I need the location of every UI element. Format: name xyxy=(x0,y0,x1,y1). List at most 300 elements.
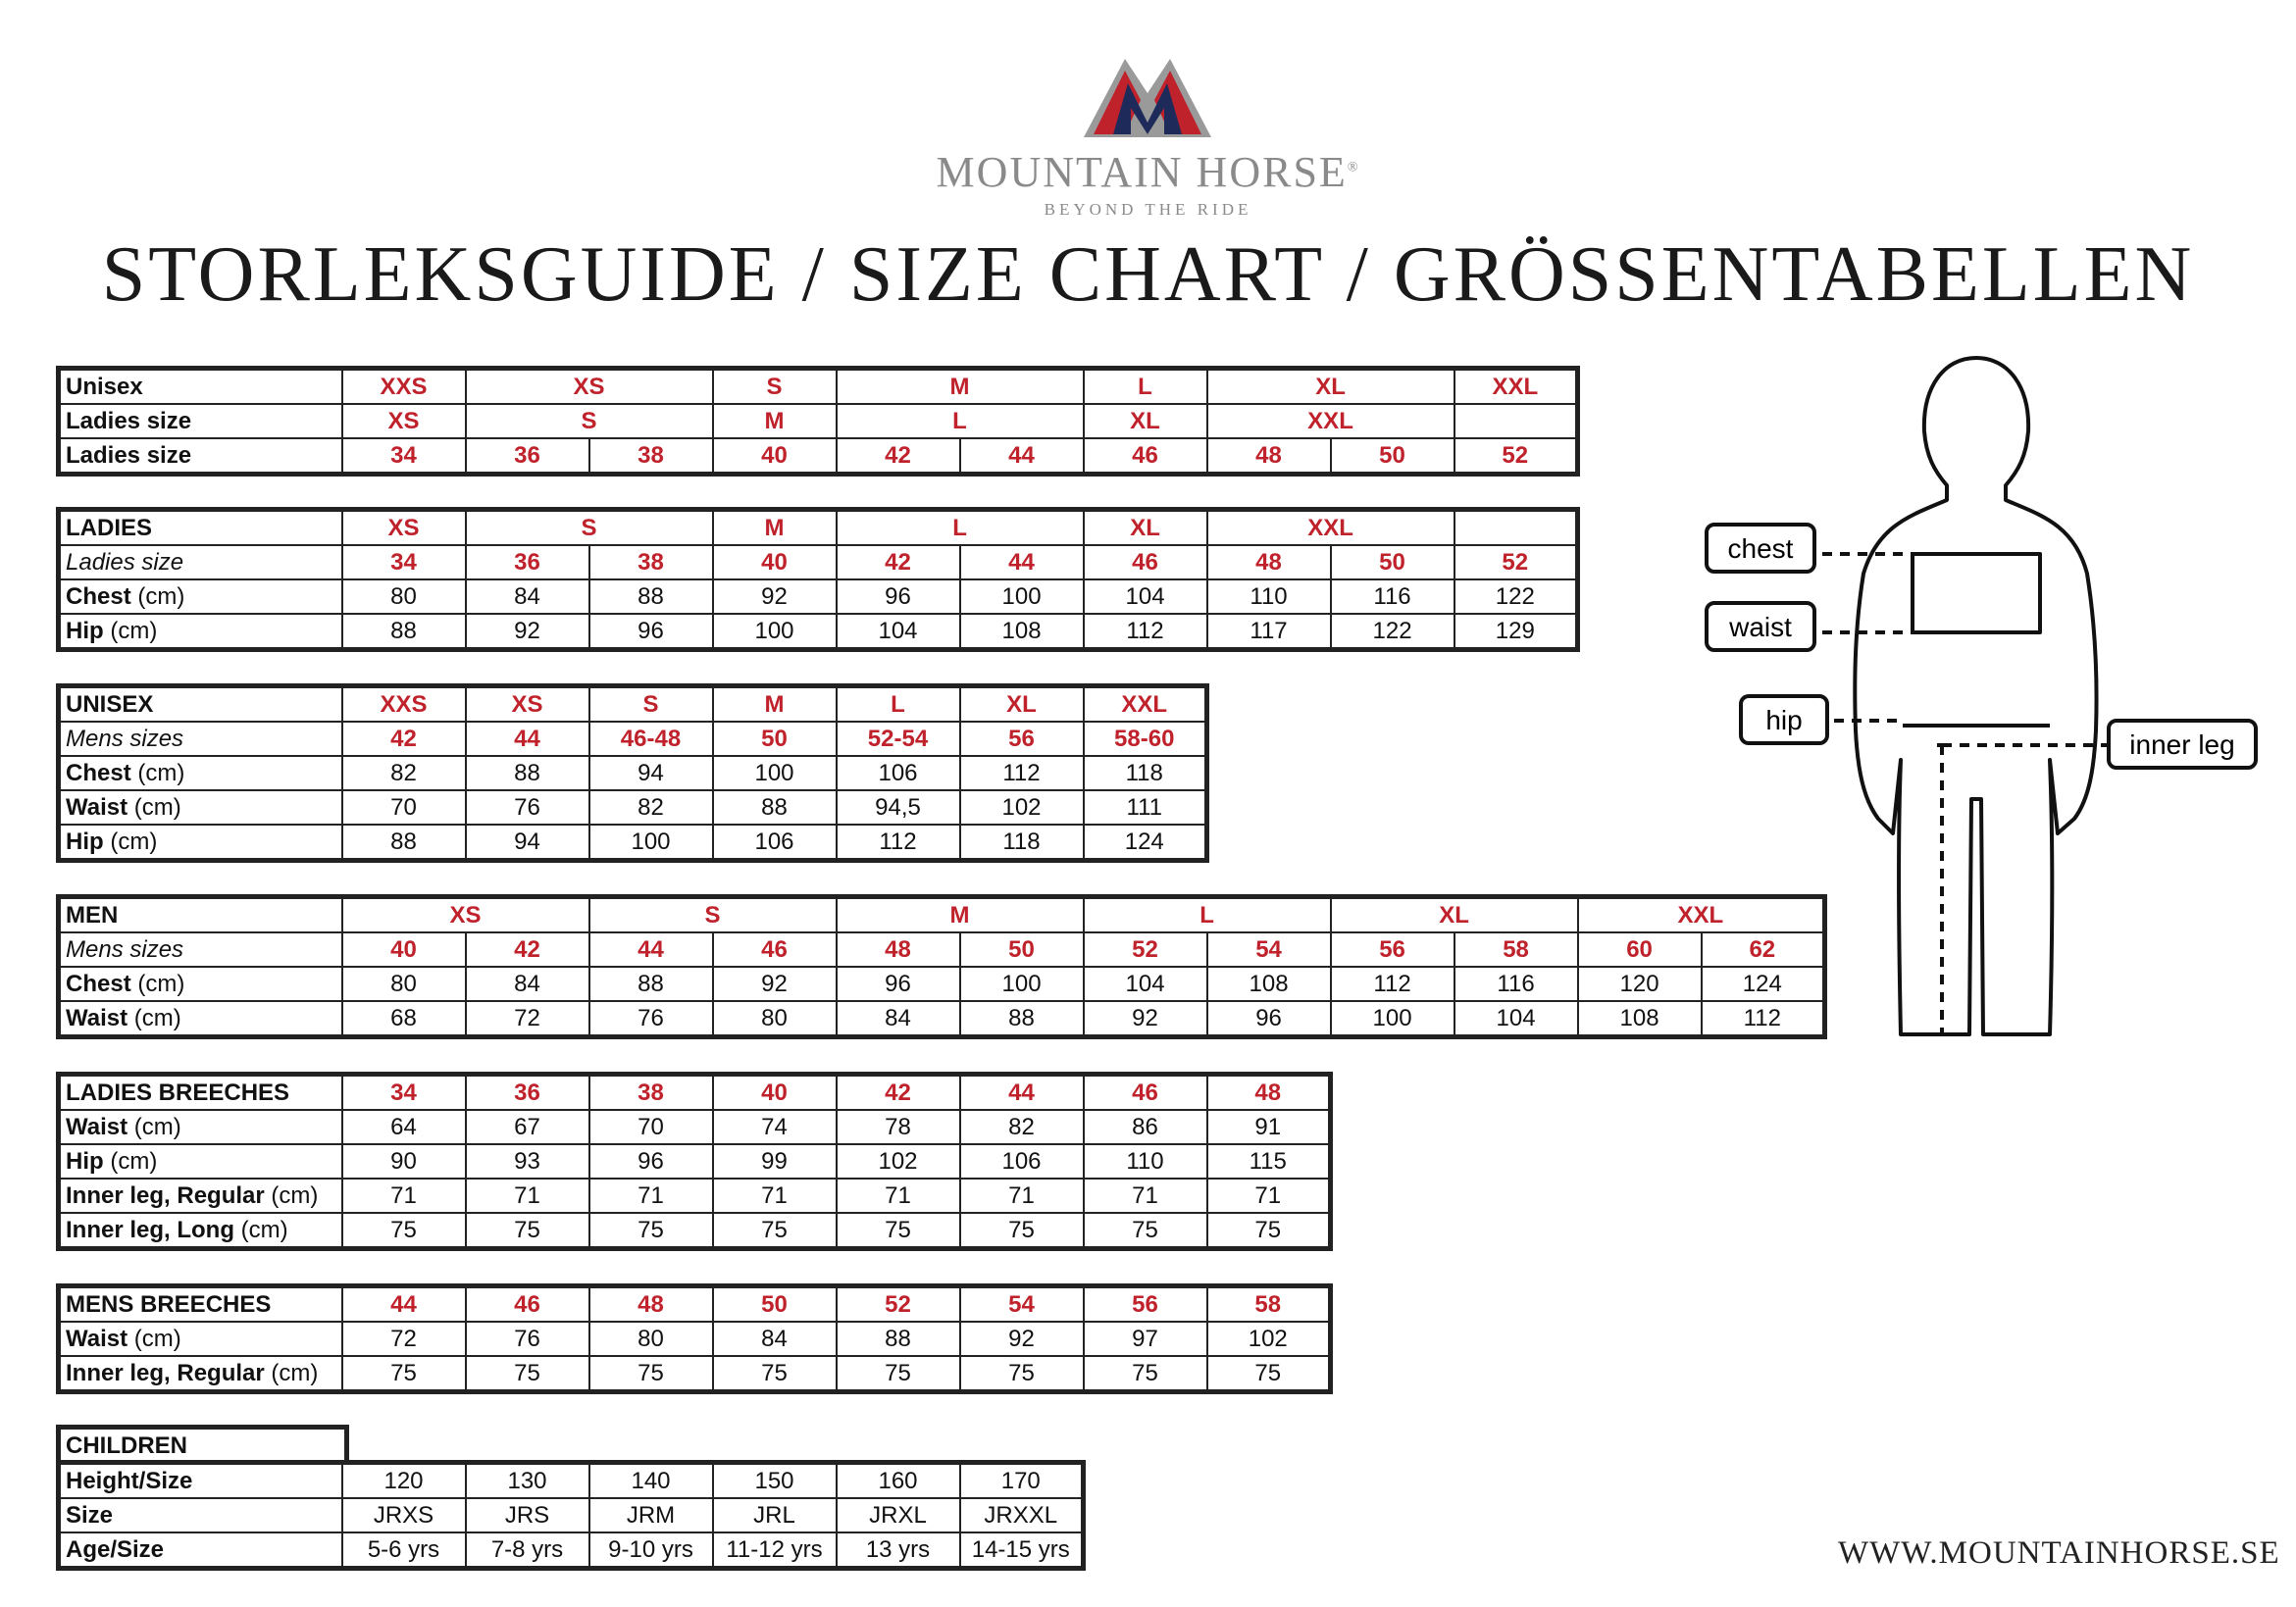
size-cell: 42 xyxy=(837,1075,960,1111)
value-cell: 130 xyxy=(466,1463,589,1499)
table-row xyxy=(59,967,1825,1001)
table-row xyxy=(59,1463,1084,1499)
value-cell: 13 yrs xyxy=(837,1532,960,1569)
value-cell: 84 xyxy=(466,967,589,1001)
row-label: Inner leg, Long (cm) xyxy=(59,1213,342,1249)
size-cell: L xyxy=(837,686,960,723)
value-cell: 93 xyxy=(466,1144,589,1179)
size-cell: L xyxy=(837,404,1084,438)
value-cell: 92 xyxy=(466,614,589,650)
size-cell: M xyxy=(837,897,1084,933)
value-cell: 76 xyxy=(466,790,589,825)
size-cell: XS xyxy=(342,510,466,546)
inner-leg-label xyxy=(2109,721,2256,768)
value-cell: 94 xyxy=(589,756,713,790)
size-cell: 44 xyxy=(960,438,1084,475)
value-cell: 96 xyxy=(837,579,960,614)
value-cell: 96 xyxy=(589,1144,713,1179)
size-cell: 56 xyxy=(1084,1286,1207,1323)
row-label: Chest (cm) xyxy=(59,579,342,614)
size-cell: M xyxy=(713,510,837,546)
size-cell: 52 xyxy=(1454,545,1578,579)
row-label: Waist (cm) xyxy=(59,790,342,825)
value-cell: 112 xyxy=(960,756,1084,790)
size-cell: S xyxy=(713,369,837,405)
value-cell: 70 xyxy=(342,790,466,825)
children-header-table xyxy=(56,1425,349,1462)
row-label: Mens sizes xyxy=(59,722,342,756)
value-cell: 120 xyxy=(342,1463,466,1499)
size-cell: 52-54 xyxy=(837,722,960,756)
value-cell: 116 xyxy=(1331,579,1454,614)
size-cell xyxy=(1454,510,1578,546)
men-table xyxy=(56,894,1827,1039)
value-cell: 110 xyxy=(1207,579,1331,614)
table-row xyxy=(59,686,1207,723)
measurement-lines xyxy=(1805,554,2109,1034)
value-cell: 71 xyxy=(466,1179,589,1213)
size-cell: XXL xyxy=(1578,897,1825,933)
size-cell: 46 xyxy=(1084,1075,1207,1111)
size-cell: XS xyxy=(466,369,713,405)
size-cell: 56 xyxy=(960,722,1084,756)
row-label: Hip (cm) xyxy=(59,1144,342,1179)
table-row xyxy=(59,1322,1331,1356)
size-cell: 40 xyxy=(342,932,466,967)
size-cell: 46-48 xyxy=(589,722,713,756)
value-cell: 86 xyxy=(1084,1110,1207,1144)
row-label: Hip (cm) xyxy=(59,614,342,650)
size-cell: M xyxy=(713,404,837,438)
children-table xyxy=(56,1460,1086,1571)
table-row xyxy=(59,932,1825,967)
table-header: CHILDREN xyxy=(66,1432,187,1459)
value-cell: 75 xyxy=(960,1356,1084,1392)
table-row xyxy=(59,1110,1331,1144)
value-cell: 118 xyxy=(960,825,1084,861)
size-cell: 58-60 xyxy=(1084,722,1207,756)
size-cell: 38 xyxy=(589,545,713,579)
value-cell: 106 xyxy=(960,1144,1084,1179)
table-row xyxy=(59,1428,347,1463)
svg-text:inner leg: inner leg xyxy=(2129,729,2235,760)
value-cell: 117 xyxy=(1207,614,1331,650)
size-cell: 54 xyxy=(960,1286,1084,1323)
size-cell: 52 xyxy=(837,1286,960,1323)
size-cell: 34 xyxy=(342,545,466,579)
size-cell: 46 xyxy=(1084,545,1207,579)
table-header: MENS BREECHES xyxy=(59,1286,342,1323)
row-label: Waist (cm) xyxy=(59,1110,342,1144)
value-cell: 150 xyxy=(713,1463,837,1499)
size-cell: XS xyxy=(342,404,466,438)
value-cell: 108 xyxy=(960,614,1084,650)
row-label: Chest (cm) xyxy=(59,967,342,1001)
size-cell: 36 xyxy=(466,545,589,579)
row-label: Mens sizes xyxy=(59,932,342,967)
value-cell: 112 xyxy=(1331,967,1454,1001)
size-cell: 50 xyxy=(1331,545,1454,579)
value-cell: 120 xyxy=(1578,967,1702,1001)
row-label: Hip (cm) xyxy=(59,825,342,861)
size-cell: S xyxy=(589,686,713,723)
row-label: Ladies size xyxy=(59,438,342,475)
value-cell: 80 xyxy=(713,1001,837,1037)
value-cell: 97 xyxy=(1084,1322,1207,1356)
size-cell: XXL xyxy=(1084,686,1207,723)
value-cell: 94 xyxy=(466,825,589,861)
size-cell: XS xyxy=(466,686,589,723)
size-cell: 48 xyxy=(1207,1075,1331,1111)
size-cell: S xyxy=(589,897,837,933)
size-cell: XXS xyxy=(342,369,466,405)
value-cell: 99 xyxy=(713,1144,837,1179)
value-cell: 122 xyxy=(1454,579,1578,614)
row-label: Inner leg, Regular (cm) xyxy=(59,1179,342,1213)
value-cell: 108 xyxy=(1578,1001,1702,1037)
value-cell: 76 xyxy=(466,1322,589,1356)
table-row xyxy=(59,1213,1331,1249)
value-cell: 110 xyxy=(1084,1144,1207,1179)
value-cell: 104 xyxy=(837,614,960,650)
body-silhouette xyxy=(1855,358,2096,1034)
row-label: Size xyxy=(59,1498,342,1532)
row-label: Waist (cm) xyxy=(59,1322,342,1356)
size-cell: L xyxy=(837,510,1084,546)
size-cell: 38 xyxy=(589,438,713,475)
value-cell: 78 xyxy=(837,1110,960,1144)
value-cell: 75 xyxy=(1084,1213,1207,1249)
size-cell: L xyxy=(1084,897,1331,933)
size-cell: 42 xyxy=(342,722,466,756)
value-cell: 100 xyxy=(713,614,837,650)
size-cell: 36 xyxy=(466,438,589,475)
value-cell: 75 xyxy=(837,1356,960,1392)
value-cell: 96 xyxy=(589,614,713,650)
table-header: UNISEX xyxy=(59,686,342,723)
value-cell: 7-8 yrs xyxy=(466,1532,589,1569)
mens-breeches-table xyxy=(56,1283,1333,1394)
value-cell: 88 xyxy=(589,967,713,1001)
value-cell: 88 xyxy=(960,1001,1084,1037)
value-cell: 100 xyxy=(960,967,1084,1001)
value-cell: 129 xyxy=(1454,614,1578,650)
size-cell: XXL xyxy=(1207,404,1454,438)
size-cell: 50 xyxy=(1331,438,1454,475)
value-cell: 115 xyxy=(1207,1144,1331,1179)
table-row xyxy=(59,1179,1331,1213)
value-cell: 170 xyxy=(960,1463,1084,1499)
value-cell: 72 xyxy=(466,1001,589,1037)
size-cell: XXL xyxy=(1207,510,1454,546)
row-label: Height/Size xyxy=(59,1463,342,1499)
value-cell: JRL xyxy=(713,1498,837,1532)
value-cell: 5-6 yrs xyxy=(342,1532,466,1569)
value-cell: 75 xyxy=(466,1213,589,1249)
value-cell: 88 xyxy=(713,790,837,825)
value-cell: JRXS xyxy=(342,1498,466,1532)
value-cell: 100 xyxy=(713,756,837,790)
table-header: LADIES BREECHES xyxy=(59,1075,342,1111)
size-cell: 56 xyxy=(1331,932,1454,967)
svg-text:hip: hip xyxy=(1765,705,1803,735)
table-row xyxy=(59,897,1825,933)
value-cell: 80 xyxy=(342,579,466,614)
size-cell: 34 xyxy=(342,1075,466,1111)
value-cell: 72 xyxy=(342,1322,466,1356)
table-row xyxy=(59,790,1207,825)
value-cell: 106 xyxy=(837,756,960,790)
size-cell: 42 xyxy=(466,932,589,967)
value-cell: 94,5 xyxy=(837,790,960,825)
body-measurement-diagram xyxy=(1697,348,2275,1054)
size-cell: 34 xyxy=(342,438,466,475)
size-cell xyxy=(1454,404,1578,438)
value-cell: 122 xyxy=(1331,614,1454,650)
row-label: Unisex xyxy=(59,369,342,405)
value-cell: 96 xyxy=(837,967,960,1001)
size-cell: 60 xyxy=(1578,932,1702,967)
size-cell: XL xyxy=(1084,510,1207,546)
size-cell: 48 xyxy=(589,1286,713,1323)
table-row xyxy=(59,1001,1825,1037)
row-label: Ladies size xyxy=(59,545,342,579)
size-cell: XXL xyxy=(1454,369,1578,405)
row-label: Chest (cm) xyxy=(59,756,342,790)
size-cell: 58 xyxy=(1207,1286,1331,1323)
table-header: MEN xyxy=(59,897,342,933)
value-cell: JRS xyxy=(466,1498,589,1532)
size-cell: XS xyxy=(342,897,589,933)
value-cell: 82 xyxy=(342,756,466,790)
value-cell: 91 xyxy=(1207,1110,1331,1144)
size-cell: 44 xyxy=(960,545,1084,579)
value-cell: 104 xyxy=(1084,967,1207,1001)
table-row xyxy=(59,545,1578,579)
value-cell: 88 xyxy=(589,579,713,614)
unisex-table xyxy=(56,683,1209,863)
value-cell: JRXL xyxy=(837,1498,960,1532)
waist-label xyxy=(1707,603,1814,650)
value-cell: 14-15 yrs xyxy=(960,1532,1084,1569)
svg-text:chest: chest xyxy=(1727,533,1794,564)
ladies-table xyxy=(56,507,1580,652)
value-cell: 75 xyxy=(1207,1213,1331,1249)
size-cell: 44 xyxy=(466,722,589,756)
table-row xyxy=(59,579,1578,614)
value-cell: 75 xyxy=(713,1213,837,1249)
size-cell: 48 xyxy=(1207,438,1331,475)
value-cell: 70 xyxy=(589,1110,713,1144)
value-cell: 71 xyxy=(1207,1179,1331,1213)
size-cell: 46 xyxy=(1084,438,1207,475)
value-cell: 67 xyxy=(466,1110,589,1144)
value-cell: 100 xyxy=(1331,1001,1454,1037)
row-label: Ladies size xyxy=(59,404,342,438)
value-cell: 88 xyxy=(837,1322,960,1356)
value-cell: 102 xyxy=(960,790,1084,825)
table-row xyxy=(59,510,1578,546)
row-label: Inner leg, Regular (cm) xyxy=(59,1356,342,1392)
value-cell: 75 xyxy=(342,1356,466,1392)
size-cell: 48 xyxy=(837,932,960,967)
value-cell: 75 xyxy=(1084,1356,1207,1392)
row-label: Waist (cm) xyxy=(59,1001,342,1037)
size-cell: 42 xyxy=(837,438,960,475)
value-cell: JRM xyxy=(589,1498,713,1532)
size-cell: XL xyxy=(1331,897,1578,933)
table-row xyxy=(59,1144,1331,1179)
value-cell: 75 xyxy=(589,1356,713,1392)
value-cell: 80 xyxy=(589,1322,713,1356)
value-cell: 75 xyxy=(466,1356,589,1392)
value-cell: 100 xyxy=(589,825,713,861)
table-row xyxy=(59,369,1578,405)
value-cell: 74 xyxy=(713,1110,837,1144)
size-cell: 58 xyxy=(1454,932,1578,967)
page-title: STORLEKSGUIDE / SIZE CHART / GRÖSSENTABELLEN xyxy=(101,231,2195,318)
value-cell: 64 xyxy=(342,1110,466,1144)
size-cell: L xyxy=(1084,369,1207,405)
value-cell: 111 xyxy=(1084,790,1207,825)
size-cell: 62 xyxy=(1702,932,1825,967)
value-cell: 104 xyxy=(1454,1001,1578,1037)
value-cell: 96 xyxy=(1207,1001,1331,1037)
brand-tagline: BEYOND THE RIDE xyxy=(1044,200,1252,219)
size-cell: 52 xyxy=(1084,932,1207,967)
value-cell: 106 xyxy=(713,825,837,861)
value-cell: 112 xyxy=(1084,614,1207,650)
value-cell: 92 xyxy=(713,579,837,614)
value-cell: 118 xyxy=(1084,756,1207,790)
size-cell: 54 xyxy=(1207,932,1331,967)
table-row xyxy=(59,756,1207,790)
value-cell: 80 xyxy=(342,967,466,1001)
website-url[interactable]: WWW.MOUNTAINHORSE.SE xyxy=(1838,1535,2280,1571)
value-cell: JRXXL xyxy=(960,1498,1084,1532)
mountain-horse-logo xyxy=(1084,39,1211,137)
value-cell: 68 xyxy=(342,1001,466,1037)
value-cell: 108 xyxy=(1207,967,1331,1001)
table-row xyxy=(59,1356,1331,1392)
value-cell: 112 xyxy=(1702,1001,1825,1037)
table-header: LADIES xyxy=(59,510,342,546)
brand-name: MOUNTAIN HORSE® xyxy=(936,148,1360,196)
value-cell: 76 xyxy=(589,1001,713,1037)
value-cell: 75 xyxy=(960,1213,1084,1249)
value-cell: 84 xyxy=(713,1322,837,1356)
size-cell: 40 xyxy=(713,1075,837,1111)
size-cell: 50 xyxy=(713,1286,837,1323)
size-cell: 44 xyxy=(589,932,713,967)
value-cell: 92 xyxy=(1084,1001,1207,1037)
size-cell: 50 xyxy=(713,722,837,756)
value-cell: 71 xyxy=(713,1179,837,1213)
value-cell: 71 xyxy=(960,1179,1084,1213)
size-cell: 42 xyxy=(837,545,960,579)
ladies-breeches-table xyxy=(56,1072,1333,1251)
value-cell: 124 xyxy=(1702,967,1825,1001)
value-cell: 116 xyxy=(1454,967,1578,1001)
value-cell: 75 xyxy=(589,1213,713,1249)
value-cell: 82 xyxy=(589,790,713,825)
value-cell: 102 xyxy=(837,1144,960,1179)
size-cell: 46 xyxy=(713,932,837,967)
value-cell: 71 xyxy=(837,1179,960,1213)
table-row xyxy=(59,1498,1084,1532)
size-conversion-table xyxy=(56,366,1580,477)
row-label: Age/Size xyxy=(59,1532,342,1569)
value-cell: 92 xyxy=(713,967,837,1001)
value-cell: 82 xyxy=(960,1110,1084,1144)
value-cell: 88 xyxy=(342,825,466,861)
value-cell: 84 xyxy=(837,1001,960,1037)
size-cell: S xyxy=(466,510,713,546)
size-cell: 40 xyxy=(713,545,837,579)
value-cell: 71 xyxy=(589,1179,713,1213)
size-cell: M xyxy=(713,686,837,723)
svg-text:waist: waist xyxy=(1729,612,1792,642)
hip-label xyxy=(1741,696,1827,743)
value-cell: 100 xyxy=(960,579,1084,614)
size-cell: S xyxy=(466,404,713,438)
value-cell: 102 xyxy=(1207,1322,1331,1356)
size-cell: XL xyxy=(960,686,1084,723)
value-cell: 90 xyxy=(342,1144,466,1179)
value-cell: 92 xyxy=(960,1322,1084,1356)
table-row xyxy=(59,825,1207,861)
value-cell: 75 xyxy=(342,1213,466,1249)
size-cell: M xyxy=(837,369,1084,405)
table-row xyxy=(59,404,1578,438)
size-cell: 44 xyxy=(342,1286,466,1323)
size-cell: 38 xyxy=(589,1075,713,1111)
value-cell: 75 xyxy=(713,1356,837,1392)
value-cell: 11-12 yrs xyxy=(713,1532,837,1569)
table-row xyxy=(59,722,1207,756)
size-cell: 50 xyxy=(960,932,1084,967)
chest-label xyxy=(1707,525,1814,572)
value-cell: 84 xyxy=(466,579,589,614)
value-cell: 75 xyxy=(837,1213,960,1249)
size-cell: XL xyxy=(1207,369,1454,405)
size-cell: 40 xyxy=(713,438,837,475)
value-cell: 112 xyxy=(837,825,960,861)
table-row xyxy=(59,1286,1331,1323)
value-cell: 9-10 yrs xyxy=(589,1532,713,1569)
value-cell: 104 xyxy=(1084,579,1207,614)
value-cell: 160 xyxy=(837,1463,960,1499)
value-cell: 124 xyxy=(1084,825,1207,861)
table-row xyxy=(59,438,1578,475)
table-row xyxy=(59,1532,1084,1569)
value-cell: 140 xyxy=(589,1463,713,1499)
value-cell: 88 xyxy=(342,614,466,650)
size-cell: XL xyxy=(1084,404,1207,438)
value-cell: 75 xyxy=(1207,1356,1331,1392)
size-cell: 44 xyxy=(960,1075,1084,1111)
size-cell: 36 xyxy=(466,1075,589,1111)
size-cell: 48 xyxy=(1207,545,1331,579)
value-cell: 71 xyxy=(1084,1179,1207,1213)
size-cell: 46 xyxy=(466,1286,589,1323)
size-cell: XXS xyxy=(342,686,466,723)
value-cell: 71 xyxy=(342,1179,466,1213)
size-cell: 52 xyxy=(1454,438,1578,475)
table-row xyxy=(59,614,1578,650)
value-cell: 88 xyxy=(466,756,589,790)
table-row xyxy=(59,1075,1331,1111)
